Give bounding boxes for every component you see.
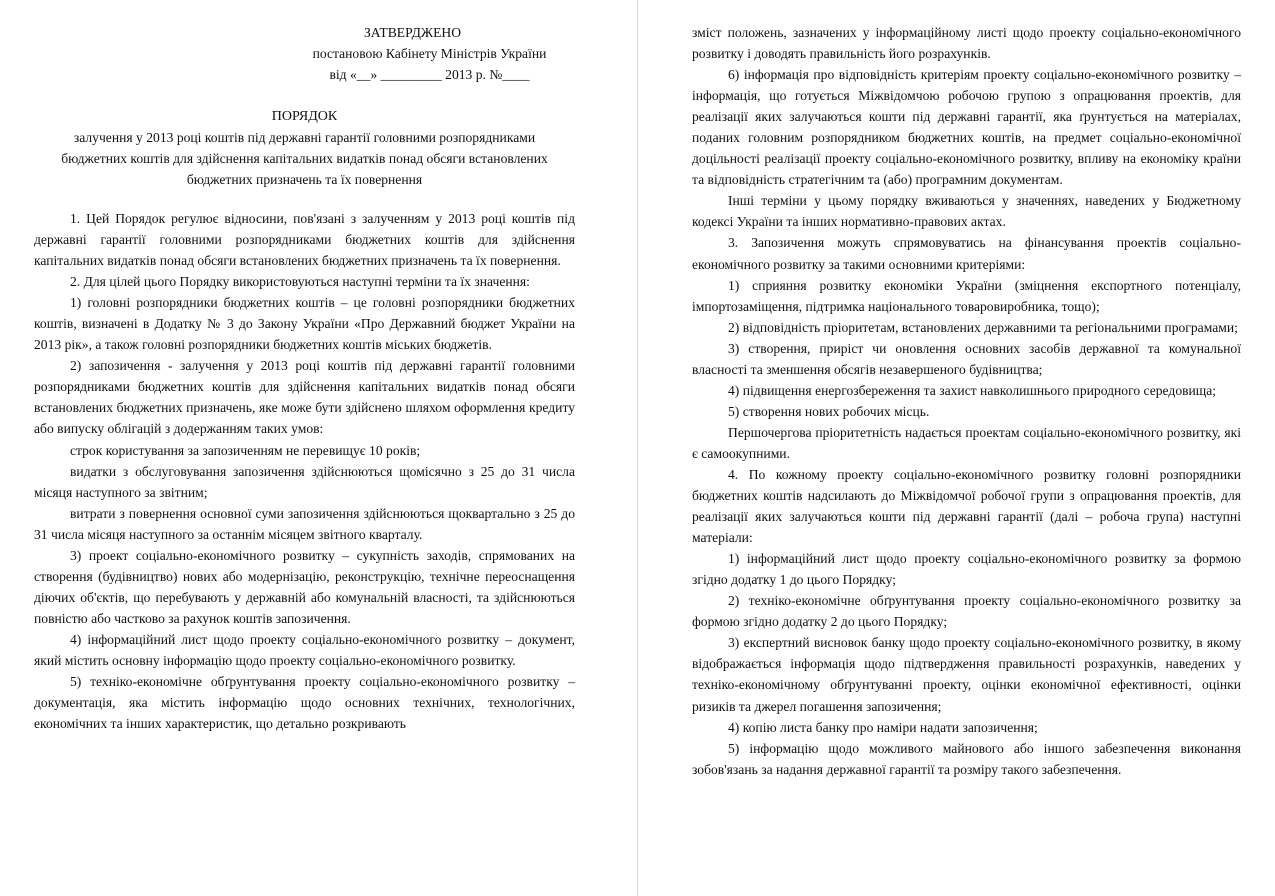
paragraph: зміст положень, зазначених у інформаційному листі щодо проекту соціально-економічного розвитку і доводять правильність його розрахунків. bbox=[692, 25, 1241, 62]
approval-title: ЗАТВЕРДЖЕНО bbox=[364, 25, 462, 40]
paragraph: 5) інформацію щодо можливого майнового або іншого забезпечення виконання зобов'язань за надання державної гарантії та розміру такого забезпечення. bbox=[692, 740, 1241, 777]
paragraph: 5) створення нових робочих місць. bbox=[728, 403, 930, 419]
paragraph: 5) техніко-економічне обґрунтування проекту соціально-економічного розвитку – документація, яка містить інформацію щодо основних технічних, технологічних, економічних та інших характеристик, що детально розкривають bbox=[34, 674, 575, 732]
paragraph: Інші терміни у цьому порядку вживаються у значеннях, наведених у Бюджетному кодексі України та інших нормативно-правових актах. bbox=[692, 193, 1241, 230]
paragraph: 2) техніко-економічне обґрунтування проекту соціально-економічного розвитку за формою згідно додатку 2 до цього Порядку; bbox=[692, 593, 1241, 630]
paragraph: видатки з обслуговування запозичення здійснюються щомісячно з 25 до 31 числа місяця наступного за звітним; bbox=[34, 463, 575, 500]
paragraph: 6) інформація про відповідність критеріям проекту соціально-економічного розвитку – інформація, що готується Міжвідомчою робочою групою з опрацювання проектів, для реалізації яких залучаються кошти під державні гарантії, яка ґрунтується на матеріалах, поданих головним розпорядником бюджетних коштів, на предмет соціально-економічної доцільності реалізації проекту соціально-економічного розвитку, впливу на економіку країни та відповідність стратегічним та (або) програмним документам. bbox=[692, 67, 1241, 188]
paragraph: 1. Цей Порядок регулює відносини, пов'язані з залученням у 2013 році коштів під державні гарантії головними розпорядниками бюджетних коштів для здійснення капітальних видатків понад обсяги встановлених бюджетних призначень та їх повернення. bbox=[34, 211, 575, 269]
document-title: ПОРЯДОК bbox=[271, 109, 338, 124]
paragraph: Першочергова пріоритетність надається проектам соціально-економічного розвитку, які є самоокупними. bbox=[692, 424, 1241, 461]
paragraph: 3) проект соціально-економічного розвитку – сукупність заходів, спрямованих на створення (будівництво) нових або модернізацію, реконструкцію, технічне переоснащення діючих об'єктів, що перебувають у державній або комунальній власності, та здійснюються повністю або частково за рахунок коштів запозичення. bbox=[34, 547, 575, 626]
paragraph: 2) запозичення - залучення у 2013 році коштів під державні гарантії головними розпорядниками бюджетних коштів для здійснення капітальних видатків понад обсяги встановлених бюджетних призначень, яке може бути здійснено шляхом оформлення кредиту або випуску облігацій з додержанням таких умов: bbox=[34, 358, 575, 437]
approval-line-1: постановою Кабінету Міністрів України bbox=[312, 46, 547, 61]
approval-line-2: від «__» _________ 2013 р. №____ bbox=[329, 67, 530, 82]
document-subtitle: залучення у 2013 році коштів під державні гарантії головними розпорядниками бюджетних коштів для здійснення капітальних видатків понад обсяги встановлених бюджетних призначень та їх повернення bbox=[61, 130, 548, 187]
paragraph: 1) головні розпорядники бюджетних коштів – це головні розпорядники бюджетних коштів, визначені в Додатку № 3 до Закону України «Про Державний бюджет України на 2013 рік», а також головні розпорядники бюджетних коштів міських бюджетів. bbox=[34, 295, 575, 353]
paragraph: 4) інформаційний лист щодо проекту соціально-економічного розвитку – документ, який містить основну інформацію щодо проекту соціально-економічного розвитку. bbox=[34, 631, 575, 668]
page-left bbox=[0, 0, 637, 896]
paragraph: 3) створення, приріст чи оновлення основних засобів державної та комунальної власності та зменшення обсягів незавершеного будівництва; bbox=[692, 340, 1241, 377]
paragraph: 2. Для цілей цього Порядку використовуються наступні терміни та їх значення: bbox=[70, 274, 530, 290]
paragraph: 3) експертний висновок банку щодо проекту соціально-економічного розвитку, в якому відображається інформація щодо підтвердження правильності розрахунків, наведених у техніко-економічному обґрунтуванні проекту, оцінки економічної ефективності, оцінки ризиків та джерел погашення запозичення; bbox=[692, 635, 1241, 714]
paragraph: 4) копію листа банку про наміри надати запозичення; bbox=[728, 719, 1038, 735]
paragraph: 4) підвищення енергозбереження та захист навколишнього природного середовища; bbox=[728, 382, 1217, 398]
paragraph: 1) інформаційний лист щодо проекту соціально-економічного розвитку за формою згідно додатку 1 до цього Порядку; bbox=[692, 551, 1241, 588]
paragraph: витрати з повернення основної суми запозичення здійснюються щоквартально з 25 до 31 числа місяця наступного за останнім місяцем звітного кварталу. bbox=[34, 505, 575, 542]
paragraph: строк користування за запозиченням не перевищує 10 років; bbox=[70, 442, 421, 458]
page-right bbox=[637, 0, 1275, 896]
paragraph: 4. По кожному проекту соціально-економічного розвитку головні розпорядники бюджетних коштів надсилають до Міжвідомчої робочої групи з опрацювання проектів, для реалізації яких залучаються кошти під державні гарантії (далі – робоча група) наступні матеріали: bbox=[692, 466, 1241, 546]
paragraph: 1) сприяння розвитку економіки України (зміцнення експортного потенціалу, імпортозаміщення, підтримка національного товаровиробника, тощо); bbox=[692, 277, 1241, 314]
paragraph: 3. Запозичення можуть спрямовуватись на фінансування проектів соціально-економічного розвитку за такими основними критеріями: bbox=[692, 235, 1241, 272]
paragraph: 2) відповідність пріоритетам, встановлених державними та регіональними програмами; bbox=[728, 319, 1238, 335]
approval-stamp bbox=[284, 22, 575, 85]
